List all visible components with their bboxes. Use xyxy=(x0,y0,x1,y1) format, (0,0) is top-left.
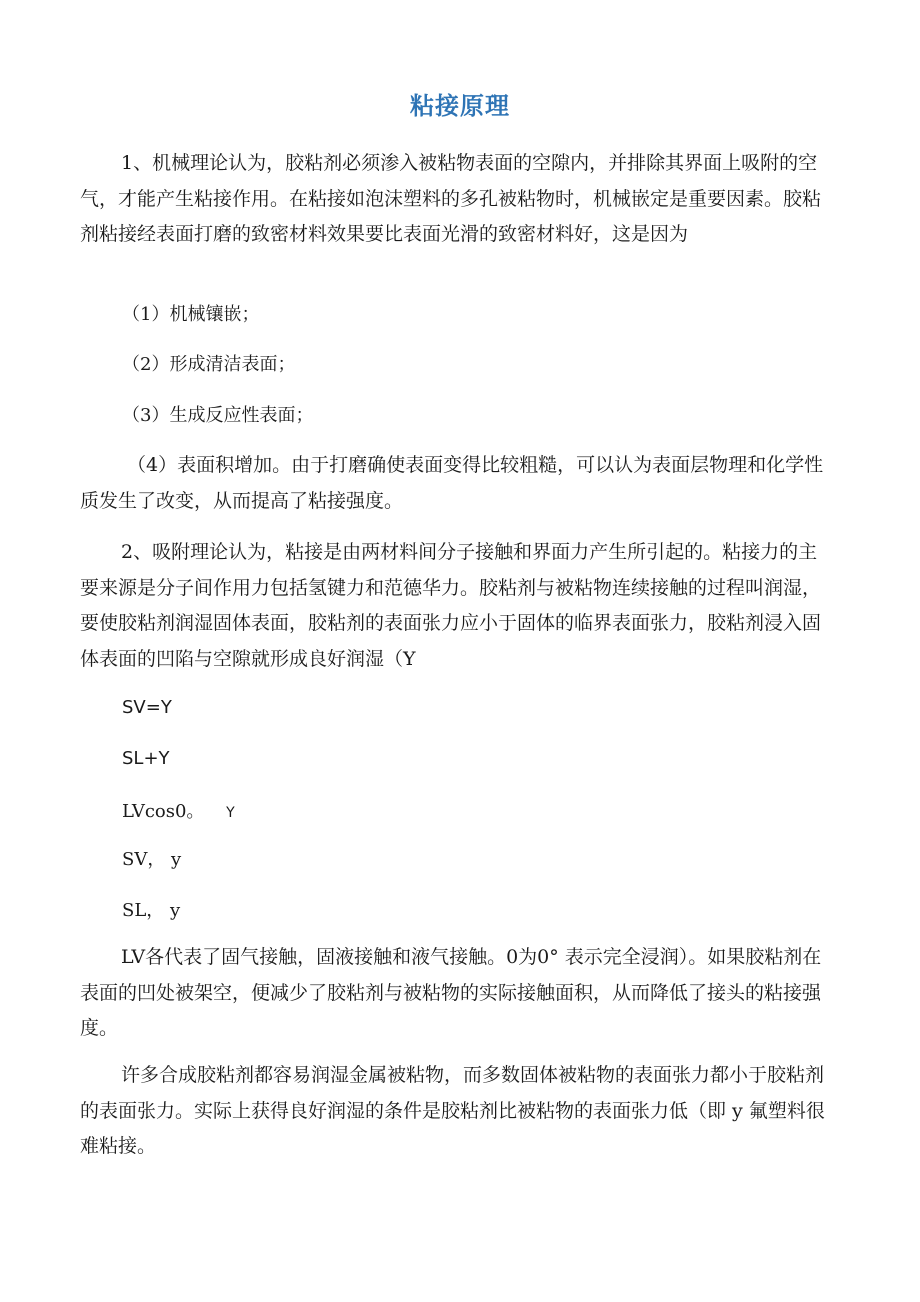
formula-sl-gamma: SL， y xyxy=(122,900,181,921)
formula-lvcos-gamma: Y xyxy=(226,805,235,821)
list-item-2: （2）形成清洁表面； xyxy=(122,354,296,375)
paragraph-surface-tension: 许多合成胶粘剂都容易润湿金属被粘物，而多数固体被粘物的表面张力都小于胶粘剂的表面张力。实际上获得良好润湿的条件是胶粘剂比被粘物的表面张力低（即 y 氟塑料很难粘接。 xyxy=(80,1064,825,1157)
paragraph-wetting-explanation: LV各代表了固气接触，固液接触和液气接触。0为0° 表示完全浸润）。如果胶粘剂在表面的凹处被架空，便减少了胶粘剂与被粘物的实际接触面积，从而降低了接头的粘接强度。 xyxy=(80,946,822,1039)
formula-lvcos-text: LVcos0。 xyxy=(122,801,205,822)
list-item-3: （3）生成反应性表面； xyxy=(122,405,314,426)
formula-lvcos xyxy=(122,797,235,823)
paragraph-adsorption-theory: 2、吸附理论认为，粘接是由两材料间分子接触和界面力产生所引起的。粘接力的主要来源是分子间作用力包括氢键力和范德华力。胶粘剂与被粘物连续接触的过程叫润湿，要使胶粘剂润湿固体表面，胶粘剂的表面张力应小于固体的临界表面张力，胶粘剂浸入固体表面的凹陷与空隙就形成良好润湿（Y xyxy=(80,541,822,670)
formula-sl: SL+Y xyxy=(122,748,170,769)
formula-sv: SV=Y xyxy=(122,697,172,718)
list-item-4: （4）表面积增加。由于打磨确使表面变得比较粗糙，可以认为表面层物理和化学性质发生了改变，从而提高了粘接强度。 xyxy=(80,454,824,512)
document-title: 粘接原理 xyxy=(410,92,510,120)
paragraph-mechanical-theory: 1、机械理论认为，胶粘剂必须渗入被粘物表面的空隙内，并排除其界面上吸附的空气，才能产生粘接作用。在粘接如泡沫塑料的多孔被粘物时，机械嵌定是重要因素。胶粘剂粘接经表面打磨的致密材料效果要比表面光滑的致密材料好，这是因为 xyxy=(80,152,822,245)
list-item-1: （1）机械镶嵌； xyxy=(122,304,260,325)
formula-sv-gamma: SV， y xyxy=(122,849,182,870)
